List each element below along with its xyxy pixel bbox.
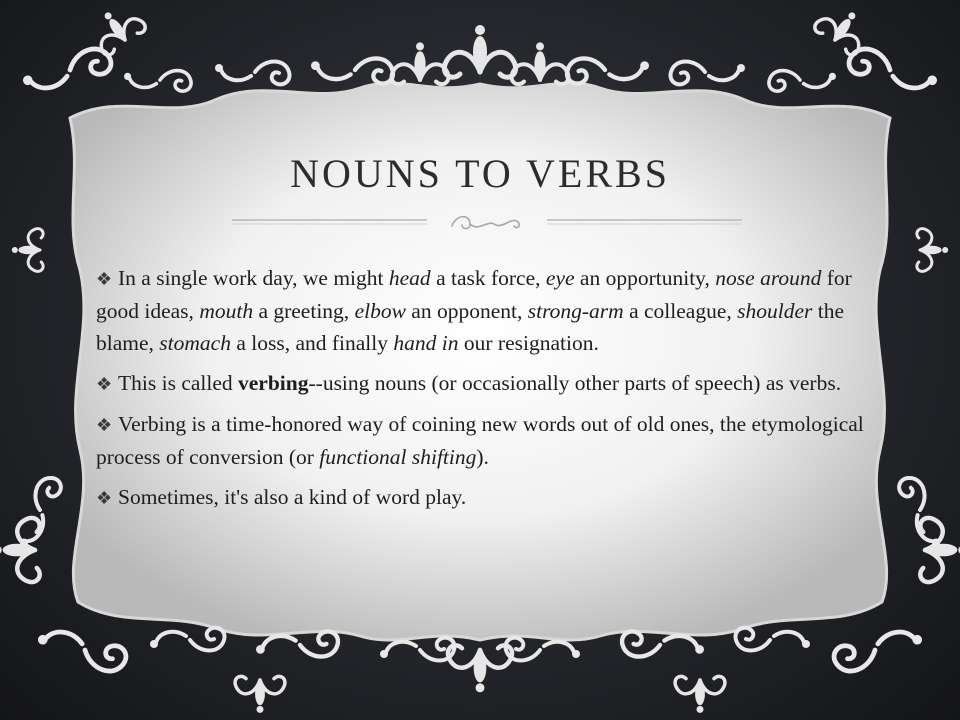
bullet-text-segment: hand in	[393, 331, 459, 355]
bullet-text-segment: strong-arm	[527, 299, 624, 323]
bullet-text-segment: stomach	[159, 331, 231, 355]
four-diamond-bullet-icon: ❖	[96, 415, 113, 435]
bullet-text-segment: This is called	[118, 371, 239, 395]
title-divider	[232, 208, 742, 238]
bullet-text-segment: nose around	[715, 266, 822, 290]
bullet-text-segment: Sometimes, it's also a kind of word play.	[118, 485, 467, 509]
bullet-text-segment: mouth	[199, 299, 254, 323]
bullet-item	[96, 408, 866, 473]
bullet-item	[96, 262, 866, 359]
four-diamond-bullet-icon: ❖	[96, 374, 113, 394]
four-diamond-bullet-icon: ❖	[96, 488, 113, 508]
bullet-text-segment: a colleague,	[623, 299, 738, 323]
bullet-text-segment: head	[388, 266, 431, 290]
bullet-text-segment: ).	[476, 445, 489, 469]
bullet-text-segment: a task force,	[430, 266, 546, 290]
bullet-text-segment: the blame,	[96, 299, 845, 355]
bullet-text-segment: a loss, and finally	[230, 331, 394, 355]
bullet-text-segment: our resignation.	[458, 331, 599, 355]
bullet-text-segment: a greeting,	[253, 299, 355, 323]
bullet-text-segment: In a single work day, we might	[118, 266, 389, 290]
bullet-text-segment: an opportunity,	[574, 266, 716, 290]
bullet-list	[96, 262, 866, 522]
bullet-text-segment: elbow	[354, 299, 406, 323]
bullet-text-segment: for good ideas,	[96, 266, 852, 323]
bullet-text-segment: eye	[545, 266, 575, 290]
bullet-item	[96, 481, 866, 514]
bullet-text-segment: shoulder	[737, 299, 813, 323]
bullet-text-segment: verbing	[238, 371, 309, 395]
bullet-text-segment: functional shifting	[319, 445, 477, 469]
four-diamond-bullet-icon: ❖	[96, 269, 113, 289]
bullet-text-segment: an opponent,	[405, 299, 528, 323]
bullet-text-segment: Verbing is a time-honored way of coining new words out of old ones, the etymological process of conversion (or	[96, 412, 864, 469]
slide-title: NOUNS TO VERBS	[290, 151, 670, 196]
bullet-text-segment: --using nouns (or occasionally other parts of speech) as verbs.	[308, 371, 842, 395]
bullet-item	[96, 367, 866, 400]
